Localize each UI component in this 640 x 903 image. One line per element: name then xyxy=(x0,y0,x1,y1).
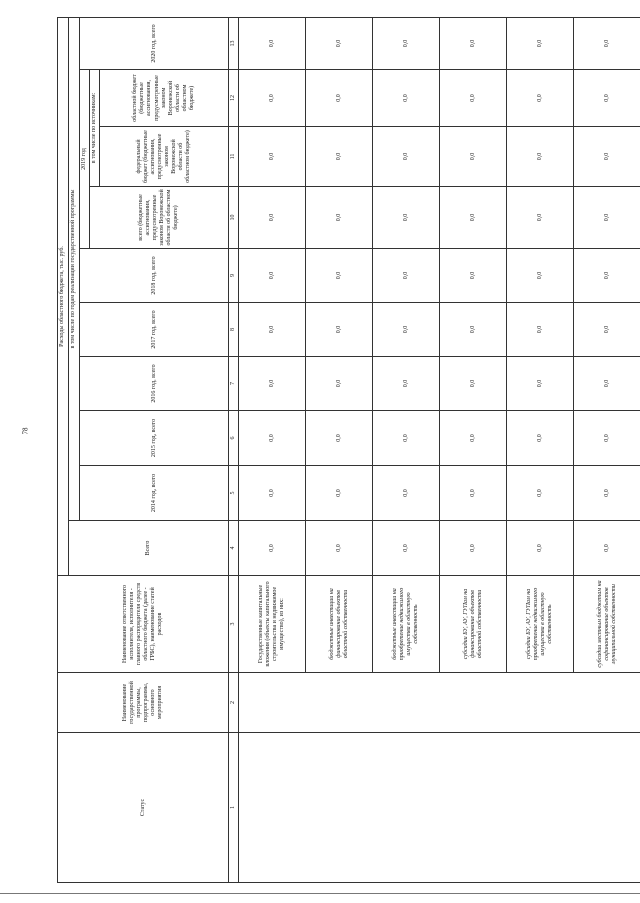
value-cell: 0,0 xyxy=(306,357,373,411)
value-cell: 0,0 xyxy=(306,70,373,127)
header-by-years: в том числе по годам реализации государственной программы xyxy=(69,17,80,520)
header-2018: 2018 год, всего xyxy=(80,249,229,303)
value-cell: 0,0 xyxy=(507,187,574,249)
value-cell: 0,0 xyxy=(440,187,507,249)
value-cell: 0,0 xyxy=(373,249,440,303)
value-cell: 0,0 xyxy=(239,521,306,576)
value-cell: 0,0 xyxy=(373,357,440,411)
value-cell: 0,0 xyxy=(507,127,574,187)
value-cell: 0,0 xyxy=(306,303,373,357)
row-label: бюджетные инвестиции на приобретение недвижимого имущества в областную собственность xyxy=(373,576,440,673)
value-cell: 0,0 xyxy=(239,187,306,249)
row-label: субсидии БУ, АУ, ГУПам на приобретение недвижимого имущества в областную собственность xyxy=(507,576,574,673)
header-expenses: Расходы областного бюджета, тыс. руб. xyxy=(58,17,69,575)
row-label: субсидии БУ, АУ, ГУПам на финансирование объектов областной собственности xyxy=(440,576,507,673)
value-cell: 0,0 xyxy=(239,127,306,187)
value-cell: 0,0 xyxy=(574,466,640,521)
value-cell: 0,0 xyxy=(574,357,640,411)
value-cell: 0,0 xyxy=(306,521,373,576)
header-2019: 2019 год xyxy=(80,70,90,249)
value-cell: 0,0 xyxy=(574,187,640,249)
column-number: 3 xyxy=(229,576,239,673)
header-regional: областной бюджет (бюджетные ассигнования, предусмотренные законом Воронежской области об областном бюджете) xyxy=(100,70,229,127)
column-number: 11 xyxy=(229,127,239,187)
column-number-row xyxy=(229,17,239,882)
status-cell xyxy=(239,733,640,883)
value-cell: 0,0 xyxy=(507,17,574,69)
program-name-cell xyxy=(239,673,640,733)
row-label: субсидии местным бюджетам на софинансирование объектов муниципальной собственности xyxy=(574,576,640,673)
header-2017: 2017 год, всего xyxy=(80,303,229,357)
column-number: 13 xyxy=(229,17,239,69)
value-cell: 0,0 xyxy=(507,521,574,576)
value-cell: 0,0 xyxy=(373,521,440,576)
value-cell: 0,0 xyxy=(507,249,574,303)
value-cell: 0,0 xyxy=(373,411,440,466)
value-cell: 0,0 xyxy=(574,127,640,187)
value-cell: 0,0 xyxy=(373,70,440,127)
header-executor: Наименование ответственного исполнителя, исполнителя - главного распорядителя средств областного бюджета (далее - ГРБС), наименование статей расходов xyxy=(58,576,229,673)
value-cell: 0,0 xyxy=(373,303,440,357)
value-cell: 0,0 xyxy=(440,357,507,411)
value-cell: 0,0 xyxy=(507,466,574,521)
value-cell: 0,0 xyxy=(373,466,440,521)
value-cell: 0,0 xyxy=(507,357,574,411)
header-2019-total: всего (бюджетные ассигнования, предусмотренные законом Воронежской области об областном бюджете) xyxy=(90,187,229,249)
value-cell: 0,0 xyxy=(239,466,306,521)
column-number: 5 xyxy=(229,466,239,521)
value-cell: 0,0 xyxy=(440,411,507,466)
header-2020: 2020 год, всего xyxy=(80,17,229,69)
value-cell: 0,0 xyxy=(306,466,373,521)
value-cell: 0,0 xyxy=(440,303,507,357)
value-cell: 0,0 xyxy=(574,70,640,127)
value-cell: 0,0 xyxy=(373,187,440,249)
column-number: 10 xyxy=(229,187,239,249)
column-number: 12 xyxy=(229,70,239,127)
header-by-sources: в том числе по источникам: xyxy=(90,70,100,187)
value-cell: 0,0 xyxy=(306,17,373,69)
value-cell: 0,0 xyxy=(306,411,373,466)
value-cell: 0,0 xyxy=(440,521,507,576)
value-cell: 0,0 xyxy=(306,127,373,187)
column-number: 8 xyxy=(229,303,239,357)
header-total: Всего xyxy=(69,521,229,576)
value-cell: 0,0 xyxy=(239,17,306,69)
value-cell: 0,0 xyxy=(373,127,440,187)
value-cell: 0,0 xyxy=(239,249,306,303)
value-cell: 0,0 xyxy=(574,249,640,303)
value-cell: 0,0 xyxy=(440,70,507,127)
value-cell: 0,0 xyxy=(507,70,574,127)
column-number: 2 xyxy=(229,673,239,733)
value-cell: 0,0 xyxy=(574,17,640,69)
column-number: 6 xyxy=(229,411,239,466)
column-number: 4 xyxy=(229,521,239,576)
rotated-table-area xyxy=(57,18,637,883)
value-cell: 0,0 xyxy=(306,187,373,249)
value-cell: 0,0 xyxy=(574,411,640,466)
value-cell: 0,0 xyxy=(507,303,574,357)
value-cell: 0,0 xyxy=(239,357,306,411)
table-row xyxy=(239,17,306,882)
page-number: 78 xyxy=(21,427,30,435)
value-cell: 0,0 xyxy=(574,521,640,576)
row-label: Государственные капитальные вложения (объекты капитального строительства и недвижимое имущество), из них: xyxy=(239,576,306,673)
column-number: 7 xyxy=(229,357,239,411)
value-cell: 0,0 xyxy=(440,127,507,187)
value-cell: 0,0 xyxy=(239,70,306,127)
table-rotator xyxy=(57,18,637,883)
value-cell: 0,0 xyxy=(239,303,306,357)
value-cell: 0,0 xyxy=(306,249,373,303)
page-bottom-rule xyxy=(0,893,640,894)
header-federal: федеральный бюджет (бюджетные ассигнования, предусмотренные законом Воронежской области об областном бюджете) xyxy=(100,127,229,187)
column-number: 9 xyxy=(229,249,239,303)
header-2015: 2015 год, всего xyxy=(80,411,229,466)
header-2014: 2014 год, всего xyxy=(80,466,229,521)
expenses-table xyxy=(57,17,640,883)
value-cell: 0,0 xyxy=(574,303,640,357)
value-cell: 0,0 xyxy=(440,249,507,303)
header-program-name: Наименование государственной программы, подпрограммы, основного мероприятия xyxy=(58,673,229,733)
value-cell: 0,0 xyxy=(507,411,574,466)
value-cell: 0,0 xyxy=(373,17,440,69)
row-label: бюджетные инвестиции на финансирование объектов областной собственности xyxy=(306,576,373,673)
value-cell: 0,0 xyxy=(440,466,507,521)
header-status: Статус xyxy=(58,733,229,883)
header-2016: 2016 год, всего xyxy=(80,357,229,411)
column-number: 1 xyxy=(229,733,239,883)
value-cell: 0,0 xyxy=(239,411,306,466)
value-cell: 0,0 xyxy=(440,17,507,69)
